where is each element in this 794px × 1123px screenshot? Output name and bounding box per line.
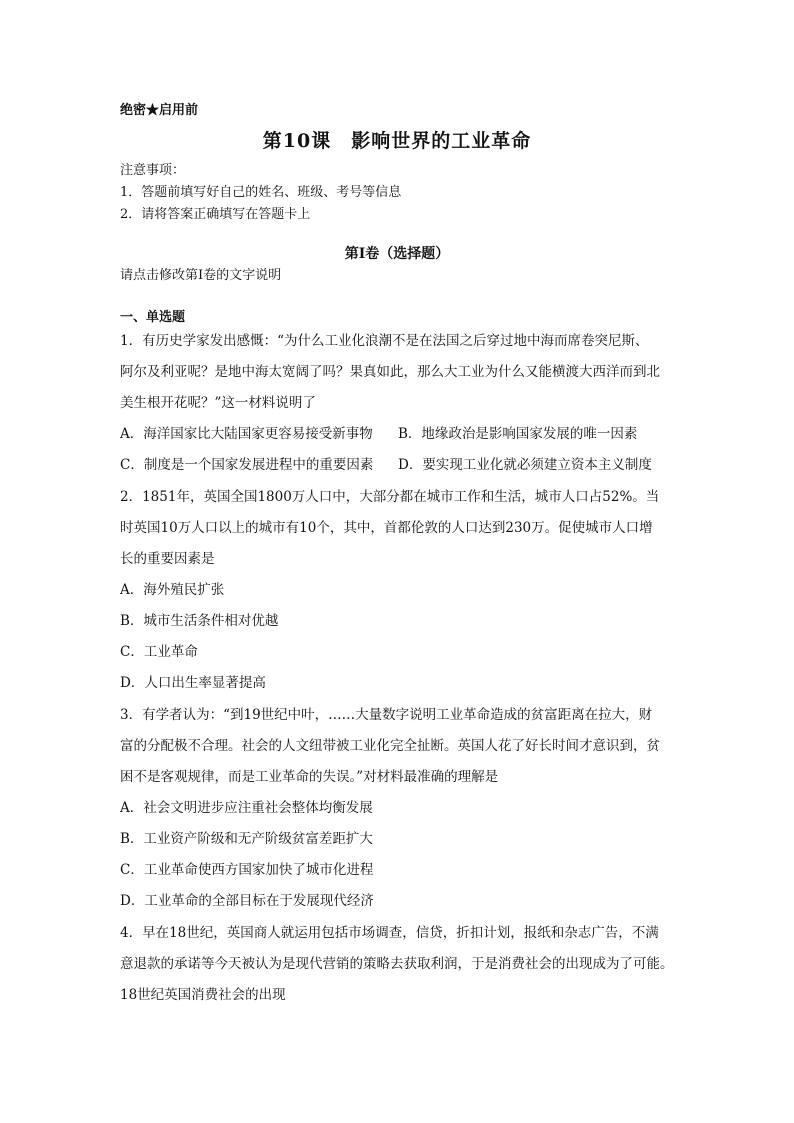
- question-stem-line: 困不是客观规律，而是工业革命的失误。”对材料最准确的理解是: [120, 769, 499, 785]
- option-c[interactable]: C．工业革命: [120, 644, 198, 660]
- notes-item: 2．请将答案正确填写在答题卡上: [120, 207, 311, 222]
- option-a[interactable]: A．海洋国家比大陆国家更容易接受新事物: [120, 426, 373, 442]
- option-d[interactable]: D．工业革命的全部目标在于发展现代经济: [120, 893, 374, 909]
- option-c[interactable]: C．制度是一个国家发展进程中的重要因素: [120, 457, 374, 473]
- option-row: [120, 450, 680, 481]
- part-title: 第I卷（选择题）: [344, 246, 450, 262]
- option-b[interactable]: B．城市生活条件相对优越: [120, 613, 279, 629]
- question-stem-line: 2．1851年，英国全国1800万人口中，大部分都在城市工作和生活，城市人口占52%。当: [120, 489, 660, 505]
- option-row: [120, 419, 680, 450]
- question-3: [120, 700, 680, 917]
- question-stem-line: 1．有历史学家发出感慨：“为什么工业化浪潮不是在法国之后穿过地中海而席卷突尼斯、: [120, 333, 649, 349]
- notes-heading: 注意事项：: [120, 163, 186, 178]
- confidential-label: 绝密★启用前: [120, 103, 199, 118]
- option-d[interactable]: D．人口出生率显著提高: [120, 675, 266, 691]
- option-b[interactable]: B．工业资产阶级和无产阶级贫富差距扩大: [120, 831, 373, 847]
- part-description: 请点击修改第I卷的文字说明: [120, 268, 282, 283]
- page-title: 第10课 影响世界的工业革命: [262, 130, 532, 152]
- question-stem-line: 富的分配极不合理。社会的人文纽带被工业化完全扯断。英国人花了好长时间才意识到，贫: [120, 738, 660, 754]
- option-a[interactable]: A．社会文明进步应注重社会整体均衡发展: [120, 800, 373, 816]
- notes-block: [120, 160, 401, 226]
- question-stem-line: 时英国10万人口以上的城市有10个，其中，首都伦敦的人口达到230万。促使城市人口增: [120, 520, 653, 536]
- question-stem-line: 阿尔及利亚呢？是地中海太宽阔了吗？果真如此，那么大工业为什么又能横渡大西洋而到北: [120, 364, 660, 380]
- question-stem-line: 长的重要因素是: [120, 551, 215, 567]
- option-b[interactable]: B．地缘政治是影响国家发展的唯一因素: [398, 426, 638, 442]
- question-stem-line: 18世纪英国消费社会的出现: [120, 987, 286, 1003]
- question-1: [120, 326, 680, 481]
- question-stem-line: 意退款的承诺等今天被认为是现代营销的策略去获取利润，于是消费社会的出现成为了可能。: [120, 956, 674, 972]
- question-stem-line: 美生根开花呢？”这一材料说明了: [120, 395, 316, 411]
- question-2: [120, 482, 680, 699]
- question-stem-line: 3．有学者认为：“到19世纪中叶，……大量数字说明工业革命造成的贫富距离在拉大，财: [120, 707, 653, 723]
- question-stem-line: 4．早在18世纪，英国商人就运用包括市场调查，信贷，折扣计划，报纸和杂志广告，不满: [120, 925, 659, 941]
- section-title: 一、单选题: [120, 310, 186, 325]
- notes-item: 1．答题前填写好自己的姓名、班级、考号等信息: [120, 185, 402, 200]
- option-a[interactable]: A．海外殖民扩张: [120, 582, 225, 598]
- option-c[interactable]: C．工业革命使西方国家加快了城市化进程: [120, 862, 374, 878]
- option-d[interactable]: D．要实现工业化就必须建立资本主义制度: [398, 457, 652, 473]
- question-4: [120, 918, 680, 1011]
